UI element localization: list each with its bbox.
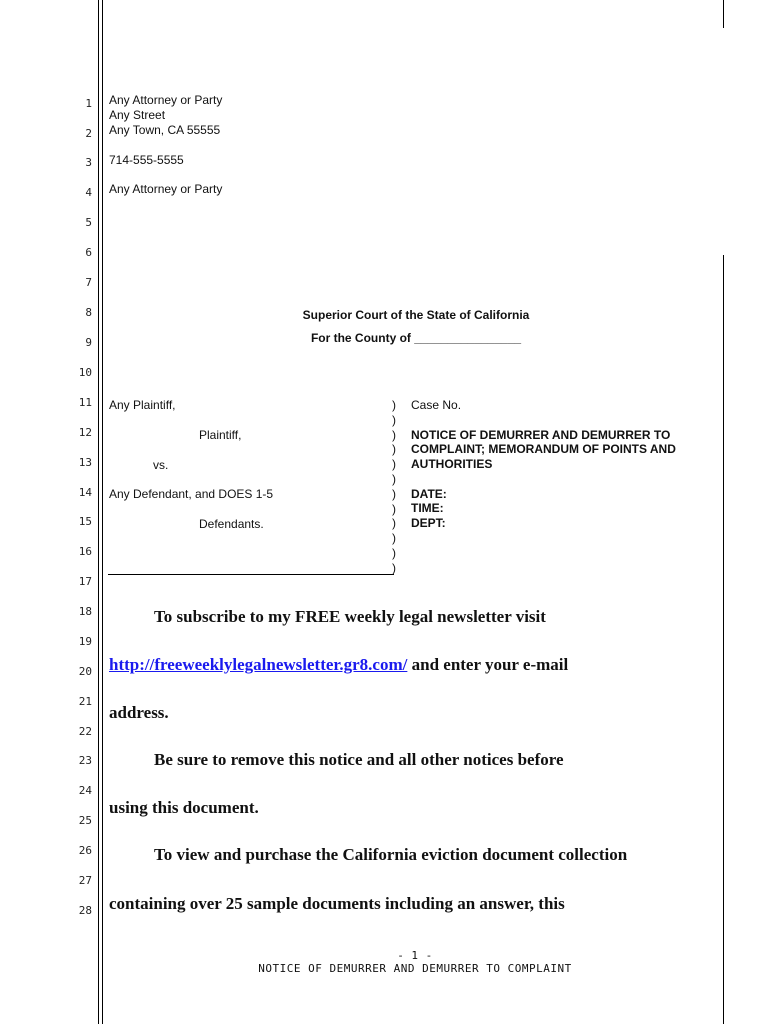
attorney-street: Any Street [109,108,166,122]
attorney-city: Any Town, CA 55555 [109,123,221,137]
notice-line-3: address. [109,703,169,722]
plaintiff-role: Plaintiff, [199,428,242,442]
line-number: 13 [78,456,92,469]
line-number: 11 [78,396,92,409]
line-number: 26 [78,844,92,857]
left-margin-rule-outer [98,0,99,1024]
line-number: 9 [85,336,92,349]
line-number: 25 [78,814,92,827]
line-number: 5 [85,216,92,229]
line-number: 4 [85,186,92,199]
line-number: 15 [78,515,92,528]
left-margin-rule-inner [102,0,103,1024]
case-number-label: Case No. [411,398,462,412]
line-number: 28 [78,904,92,917]
hearing-date-label: DATE: [411,487,447,501]
line-number: 10 [78,366,92,379]
right-margin-rule-top [723,0,724,28]
notice-line-2-rest: and enter your e-mail [407,655,569,674]
line-number: 7 [85,276,92,289]
notice-line-4: Be sure to remove this notice and all other notices before [154,750,564,769]
notice-line-6: To view and purchase the California eviction document collection [154,845,628,864]
line-number: 19 [78,635,92,648]
line-number: 6 [85,246,92,259]
line-number: 1 [85,97,92,110]
defendant-role: Defendants. [199,517,264,531]
attorney-name: Any Attorney or Party [109,93,223,107]
right-margin-rule [723,255,724,1024]
line-number: 12 [78,426,92,439]
line-number: 3 [85,156,92,169]
page-number: - 1 - [397,949,433,962]
newsletter-link[interactable]: http://freeweeklylegalnewsletter.gr8.com/ [109,655,408,674]
line-number: 17 [78,575,92,588]
document-title-line-2: COMPLAINT; MEMORANDUM OF POINTS AND [411,442,676,456]
notice-line-5: using this document. [109,798,259,817]
notice-line-1: To subscribe to my FREE weekly legal newsletter visit [154,607,546,626]
line-number: 22 [78,725,92,738]
hearing-dept-label: DEPT: [411,516,446,530]
notice-line-7: containing over 25 sample documents including an answer, this [109,894,565,913]
attorney-phone: 714-555-5555 [109,153,184,167]
hearing-time-label: TIME: [411,501,444,515]
caption-bottom-rule [108,574,394,575]
caption-parentheses: ) ) ) ) ) ) ) ) ) ) ) ) [392,398,396,575]
line-number: 14 [78,486,92,499]
document-title-line-1: NOTICE OF DEMURRER AND DEMURRER TO [411,428,671,442]
line-number: 16 [78,545,92,558]
line-number: 21 [78,695,92,708]
line-number: 20 [78,665,92,678]
line-number: 27 [78,874,92,887]
court-name: Superior Court of the State of California [302,308,530,322]
line-number: 23 [78,754,92,767]
defendant-name: Any Defendant, and DOES 1-5 [109,487,274,501]
line-number: 18 [78,605,92,618]
line-number: 8 [85,306,92,319]
attorney-for-party: Any Attorney or Party [109,182,223,196]
document-title-line-3: AUTHORITIES [411,457,493,471]
plaintiff-name: Any Plaintiff, [109,398,176,412]
line-number: 24 [78,784,92,797]
notice-line-2 [109,655,568,675]
versus-label: vs. [153,458,169,472]
line-number: 2 [85,127,92,140]
court-county: For the County of ________________ [310,331,522,345]
footer-title: NOTICE OF DEMURRER AND DEMURRER TO COMPLAINT [258,962,572,975]
